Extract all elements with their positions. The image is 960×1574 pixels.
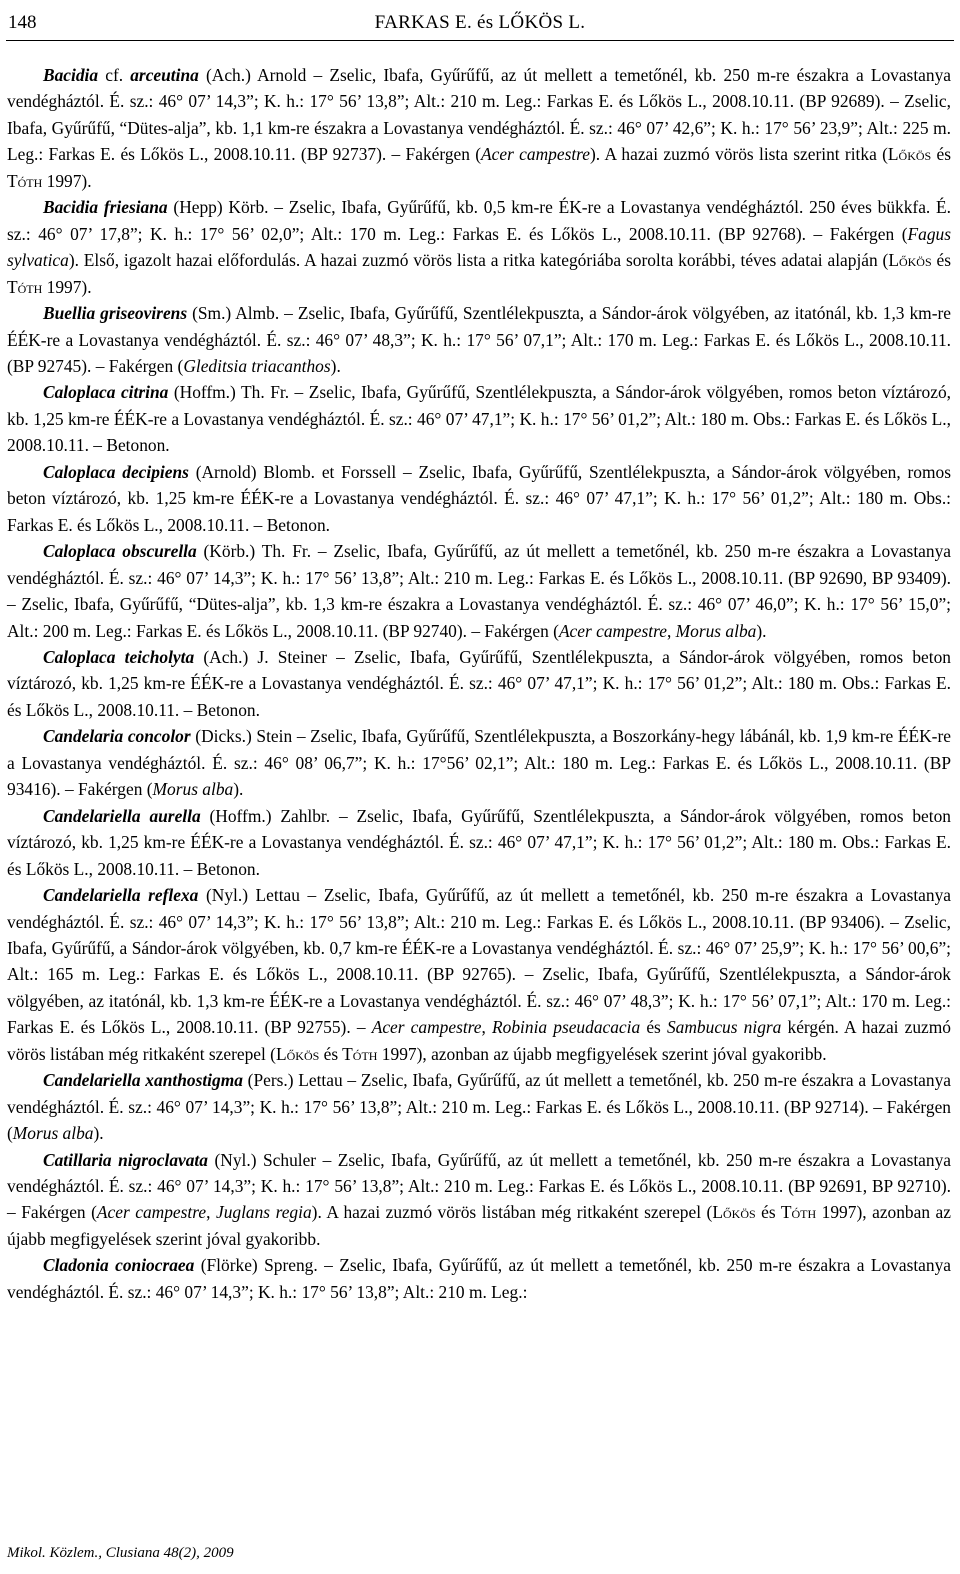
journal-footer: Mikol. Közlem., Clusiana 48(2), 2009 [7, 1545, 234, 1561]
species-list [7, 62, 951, 1305]
species-entry: Candelariella aurella (Hoffm.) Zahlbr. – Zselic, Ibafa, Gyűrűfű, Szentlélekpuszta, a Sándor-árok völgyében, romos beton víztározó, kb. 1,25 km-re ÉÉK-re a Lovastanya vendégháztól. É. sz.: 46° 07’ 47,1”; K. h.: 17° 56’ 01,2”; Alt.: 180 m. Obs.: Farkas E. és Lőkös L., 2008.10.11. – Betonon. [7, 805, 951, 879]
species-entry: Buellia griseovirens (Sm.) Almb. – Zselic, Ibafa, Gyűrűfű, Szentlélekpuszta, a Sándor-árok völgyében, az itatónál, kb. 1,3 km-re ÉÉK-re a Lovastanya vendégháztól. É. sz.: 46° 07’ 48,3”; K. h.: 17° 56’ 07,1”; Alt.: 170 m. Leg.: Farkas E. és Lőkös L., 2008.10.11. (BP 92745). – Fakérgen (Gleditsia triacanthos). [7, 303, 951, 376]
species-entry: Candelariella xanthostigma (Pers.) Lettau – Zselic, Ibafa, Gyűrűfű, az út mellett a temetőnél, kb. 250 m-re északra a Lovastanya vendégháztól. É. sz.: 46° 07’ 14,3”; K. h.: 17° 56’ 13,8”; Alt.: 210 m. Leg.: Farkas E. és Lőkös L., 2008.10.11. (BP 92714). – Fakérgen (Morus alba). [7, 1070, 951, 1144]
species-entry: Cladonia coniocraea (Flörke) Spreng. – Zselic, Ibafa, Gyűrűfű, az út mellett a temetőnél, kb. 250 m-re északra a Lovastanya vendégháztól. É. sz.: 46° 07’ 14,3”; K. h.: 17° 56’ 13,8”; Alt.: 210 m. Leg.: [7, 1255, 951, 1302]
species-entry: Candelaria concolor (Dicks.) Stein – Zselic, Ibafa, Gyűrűfű, Szentlélekpuszta, a Boszorkány-hegy lábánál, kb. 1,9 km-re ÉÉK-re a Lovastanya vendégháztól. É. sz.: 46° 08’ 06,7”; K. h.: 17°56’ 02,1”; Alt.: 180 m. Leg.: Farkas E. és Lőkös L., 2008.10.11. (BP 93416). – Fakérgen (Morus alba). [7, 726, 951, 800]
species-entry: Bacidia friesiana (Hepp) Körb. – Zselic, Ibafa, Gyűrűfű, kb. 0,5 km-re ÉK-re a Lovastanya vendégháztól. 250 éves bükkfa. É. sz.: 46° 07’ 17,8”; K. h.: 17° 56’ 02,0”; Alt.: 170 m. Leg.: Farkas E. és Lőkös L., 2008.10.11. (BP 92768). – Fakérgen (Fagus sylvatica). Első, igazolt hazai előfordulás. A hazai zuzmó vörös lista a ritka kategóriába sorolta korábbi, téves adatai alapján (Lőkös és Tóth 1997). [7, 197, 952, 297]
species-entry: Caloplaca decipiens (Arnold) Blomb. et Forssell – Zselic, Ibafa, Gyűrűfű, Szentlélekpuszta, a Sándor-árok völgyében, romos beton víztározó, kb. 1,25 km-re ÉÉK-re a Lovastanya vendégháztól. É. sz.: 46° 07’ 47,1”; K. h.: 17° 56’ 01,2”; Alt.: 180 m. Obs.: Farkas E. és Lőkös L., 2008.10.11. – Betonon. [7, 461, 951, 535]
running-title: FARKAS E. és LŐKÖS L. [374, 12, 586, 33]
page-number: 148 [8, 12, 37, 33]
species-entry: Bacidia cf. arceutina (Ach.) Arnold – Zselic, Ibafa, Gyűrűfű, az út mellett a temetőnél, kb. 250 m-re északra a Lovastanya vendégháztól. É. sz.: 46° 07’ 14,3”; K. h.: 17° 56’ 13,8”; Alt.: 210 m. Leg.: Farkas E. és Lőkös L., 2008.10.11. (BP 92689). – Zselic, Ibafa, Gyűrűfű, “Dütes-alja”, kb. 1,1 km-re északra a Lovastanya vendégháztól. É. sz.: 46° 07’ 42,6”; K. h.: 17° 56’ 23,9”; Alt.: 225 m. Leg.: Farkas E. és Lőkös L., 2008.10.11. (BP 92737). – Fakérgen (Acer campestre). A hazai zuzmó vörös lista szerint ritka (Lőkös és Tóth 1997). [7, 65, 951, 191]
species-entry: Caloplaca teicholyta (Ach.) J. Steiner – Zselic, Ibafa, Gyűrűfű, Szentlélekpuszta, a Sándor-árok völgyében, romos beton víztározó, kb. 1,25 km-re ÉÉK-re a Lovastanya vendégháztól. É. sz.: 46° 07’ 47,1”; K. h.: 17° 56’ 01,2”; Alt.: 180 m. Obs.: Farkas E. és Lőkös L., 2008.10.11. – Betonon. [7, 646, 952, 720]
species-entry: Candelariella reflexa (Nyl.) Lettau – Zselic, Ibafa, Gyűrűfű, az út mellett a temetőnél, kb. 250 m-re északra a Lovastanya vendégháztól. É. sz.: 46° 07’ 14,3”; K. h.: 17° 56’ 13,8”; Alt.: 210 m. Leg.: Farkas E. és Lőkös L., 2008.10.11. (BP 93406). – Zselic, Ibafa, Gyűrűfű, a Sándor-árok völgyében, kb. 0,7 km-re ÉÉK-re a Lovastanya vendégháztól. É. sz.: 46° 07’ 25,9”; K. h.: 17° 56’ 00,6”; Alt.: 165 m. Leg.: Farkas E. és Lőkös L., 2008.10.11. (BP 92765). – Zselic, Ibafa, Gyűrűfű, Szentlélekpuszta, a Sándor-árok völgyében, az itatónál, kb. 1,3 km-re ÉÉK-re a Lovastanya vendégháztól. É. sz.: 46° 07’ 48,3”; K. h.: 17° 56’ 07,1”; Alt.: 170 m. Leg.: Farkas E. és Lőkös L., 2008.10.11. (BP 92755). – Acer campestre, Robinia pseudacacia és Sambucus nigra kérgén. A hazai zuzmó vörös listában még ritkaként szerepel (Lőkös és Tóth 1997), azonban az újabb megfigyelések szerint jóval gyakoribb. [7, 885, 952, 1064]
species-entry: Caloplaca obscurella (Körb.) Th. Fr. – Zselic, Ibafa, Gyűrűfű, az út mellett a temetőnél, kb. 250 m-re északra a Lovastanya vendégháztól. É. sz.: 46° 07’ 14,3”; K. h.: 17° 56’ 13,8”; Alt.: 210 m. Leg.: Farkas E. és Lőkös L., 2008.10.11. (BP 92690, BP 93409). – Zselic, Ibafa, Gyűrűfű, “Dütes-alja”, kb. 1,3 km-re északra a Lovastanya vendégháztól. É. sz.: 46° 07’ 46,0”; K. h.: 17° 56’ 15,0”; Alt.: 200 m. Leg.: Farkas E. és Lőkös L., 2008.10.11. (BP 92740). – Fakérgen (Acer campestre, Morus alba). [7, 541, 951, 641]
species-entry: Catillaria nigroclavata (Nyl.) Schuler – Zselic, Ibafa, Gyűrűfű, az út mellett a temetőnél, kb. 250 m-re északra a Lovastanya vendégháztól. É. sz.: 46° 07’ 14,3”; K. h.: 17° 56’ 13,8”; Alt.: 210 m. Leg.: Farkas E. és Lőkös L., 2008.10.11. (BP 92691, BP 92710). – Fakérgen (Acer campestre, Juglans regia). A hazai zuzmó vörös listában még ritkaként szerepel (Lőkös és Tóth 1997), azonban az újabb megfigyelések szerint jóval gyakoribb. [7, 1149, 951, 1249]
page-header [6, 4, 954, 41]
species-entry: Caloplaca citrina (Hoffm.) Th. Fr. – Zselic, Ibafa, Gyűrűfű, Szentlélekpuszta, a Sándor-árok völgyében, romos beton víztározó, kb. 1,25 km-re ÉÉK-re a Lovastanya vendégháztól. É. sz.: 46° 07’ 47,1”; K. h.: 17° 56’ 01,2”; Alt.: 180 m. Obs.: Farkas E. és Lőkös L., 2008.10.11. – Betonon. [7, 382, 952, 456]
